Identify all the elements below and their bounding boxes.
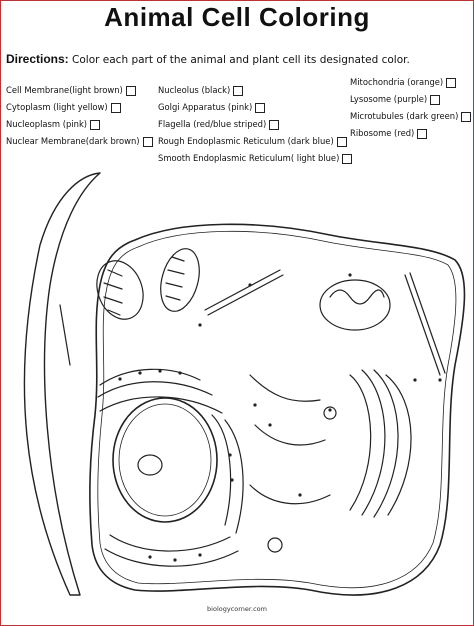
color-checkbox[interactable]	[446, 78, 456, 88]
color-checkbox[interactable]	[126, 86, 136, 96]
cell-membrane	[90, 224, 465, 595]
mitochondrion	[320, 280, 390, 330]
animal-cell-diagram[interactable]	[0, 165, 474, 605]
lysosome	[268, 538, 282, 552]
cell-membrane-inner	[98, 231, 456, 587]
legend-label: Smooth Endoplasmic Reticulum( light blue)	[158, 153, 340, 163]
legend-label: Nuclear Membrane(dark brown)	[6, 136, 140, 146]
color-checkbox[interactable]	[417, 129, 427, 139]
flagellum	[24, 173, 100, 595]
smooth-er	[250, 375, 330, 504]
legend-item[interactable]	[158, 99, 352, 116]
color-checkbox[interactable]	[461, 112, 471, 122]
legend-label: Nucleolus (black)	[158, 85, 231, 95]
color-checkbox[interactable]	[90, 120, 100, 130]
legend-label: Microtubules (dark green)	[350, 111, 459, 121]
legend-label: Nucleoplasm (pink)	[6, 119, 88, 129]
legend-label: Golgi Apparatus (pink)	[158, 102, 253, 112]
nuclear-membrane	[113, 398, 217, 522]
microtubules	[60, 270, 445, 375]
legend-label: Cell Membrane(light brown)	[6, 85, 123, 95]
legend-item[interactable]	[158, 116, 352, 133]
footer-credit: biologycorner.com	[207, 605, 267, 613]
directions-text: Color each part of the animal and plant cell its designated color.	[72, 54, 410, 66]
legend-column-1	[6, 82, 153, 150]
legend-column-3	[350, 74, 471, 142]
legend-item[interactable]	[158, 133, 352, 150]
legend-column-2	[158, 82, 352, 167]
color-checkbox[interactable]	[430, 95, 440, 105]
nucleoplasm	[119, 404, 211, 516]
directions	[6, 52, 410, 66]
legend-label: Cytoplasm (light yellow)	[6, 102, 108, 112]
legend-item[interactable]	[350, 91, 471, 108]
mitochondrion	[154, 244, 205, 315]
color-checkbox[interactable]	[337, 137, 347, 147]
golgi-apparatus	[350, 370, 411, 517]
legend-item[interactable]	[350, 74, 471, 91]
legend-item[interactable]	[6, 82, 153, 99]
color-checkbox[interactable]	[342, 154, 352, 164]
page-title: Animal Cell Coloring	[104, 2, 370, 32]
legend-item[interactable]	[158, 82, 352, 99]
color-checkbox[interactable]	[143, 137, 153, 147]
legend-item[interactable]	[350, 108, 471, 125]
directions-label: Directions:	[6, 52, 69, 66]
legend-item[interactable]	[350, 125, 471, 142]
legend-label: Mitochondria (orange)	[350, 77, 444, 87]
nucleolus	[138, 455, 162, 475]
legend-item[interactable]	[6, 116, 153, 133]
legend-item[interactable]	[6, 99, 153, 116]
color-checkbox[interactable]	[233, 86, 243, 96]
color-checkbox[interactable]	[255, 103, 265, 113]
color-checkbox[interactable]	[269, 120, 279, 130]
legend-label: Rough Endoplasmic Reticulum (dark blue)	[158, 136, 334, 146]
legend-label: Flagella (red/blue striped)	[158, 119, 267, 129]
legend-label: Lysosome (purple)	[350, 94, 428, 104]
legend-label: Ribosome (red)	[350, 128, 415, 138]
ribosomes	[118, 273, 441, 561]
color-checkbox[interactable]	[111, 103, 121, 113]
legend-item[interactable]	[6, 133, 153, 150]
